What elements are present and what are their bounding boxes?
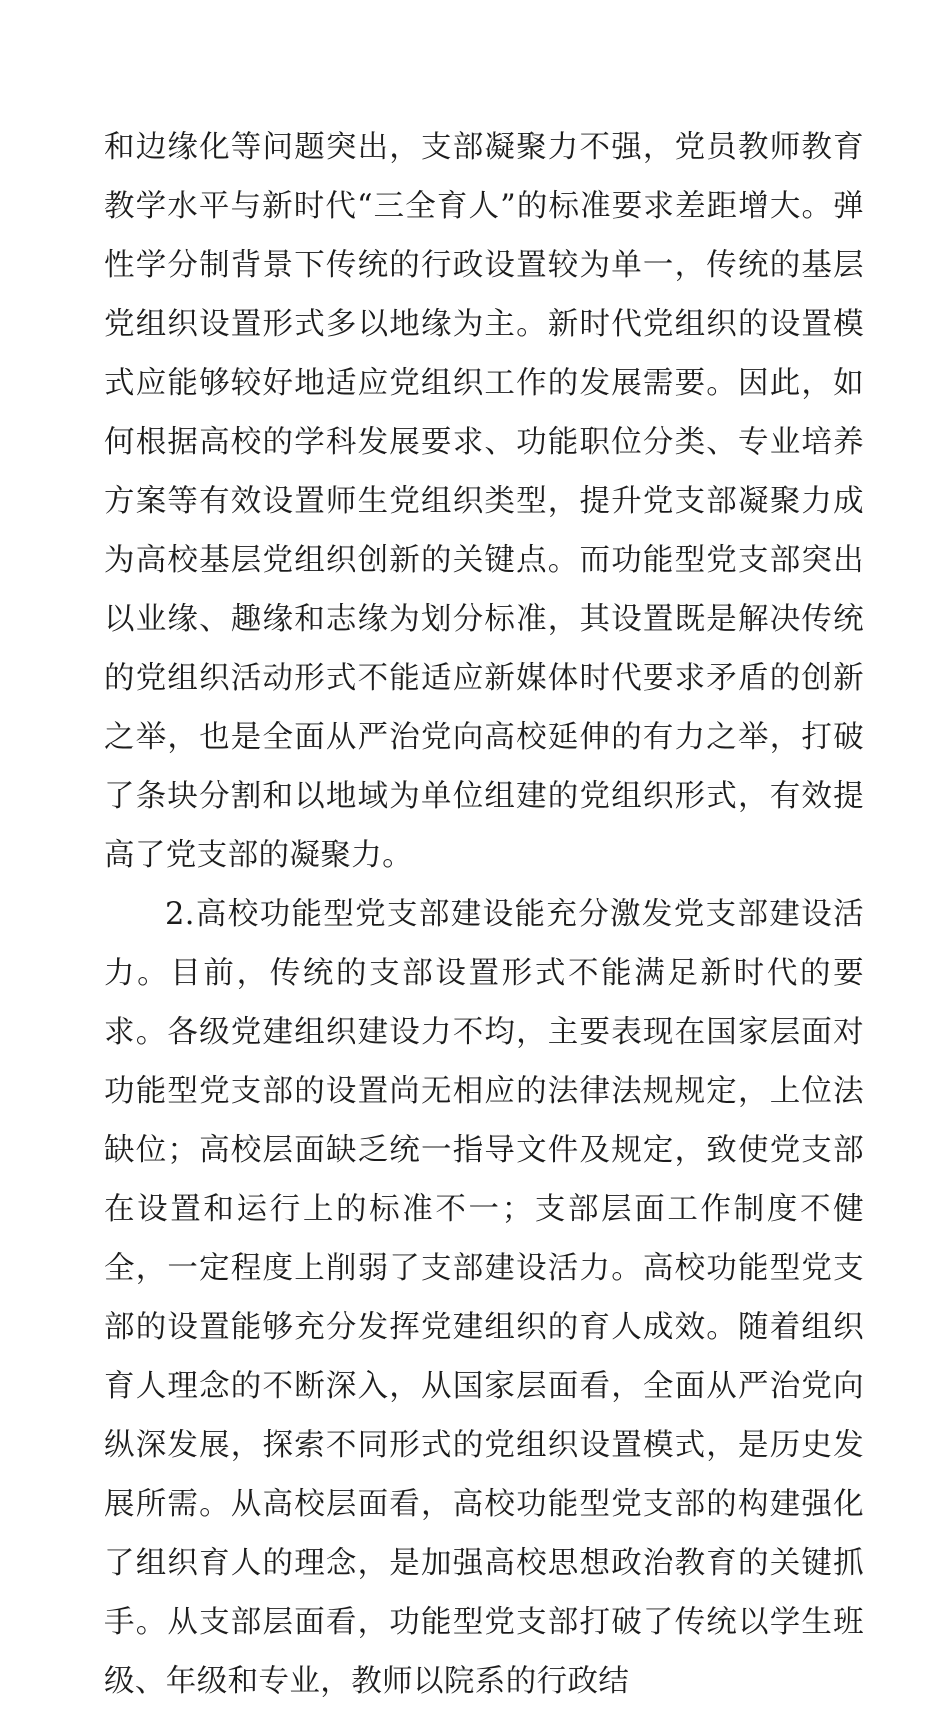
document-body [104,118,864,1711]
paragraph-item-2: 2.高校功能型党支部建设能充分激发党支部建设活力。目前，传统的支部设置形式不能满足新时代的要求。各级党建组织建设力不均，主要表现在国家层面对功能型党支部的设置尚无相应的法律法规规定，上位法缺位；高校层面缺乏统一指导文件及规定，致使党支部在设置和运行上的标准不一；支部层面工作制度不健全，一定程度上削弱了支部建设活力。高校功能型党支部的设置能够充分发挥党建组织的育人成效。随着组织育人理念的不断深入，从国家层面看，全面从严治党向纵深发展，探索不同形式的党组织设置模式，是历史发展所需。从高校层面看，高校功能型党支部的构建强化了组织育人的理念，是加强高校思想政治教育的关键抓手。从支部层面看，功能型党支部打破了传统以学生班级、年级和专业，教师以院系的行政结 [104,897,864,1699]
paragraph-continued: 和边缘化等问题突出，支部凝聚力不强，党员教师教育教学水平与新时代“三全育人”的标准要求差距增大。弹性学分制背景下传统的行政设置较为单一，传统的基层党组织设置形式多以地缘为主。新时代党组织的设置模式应能够较好地适应党组织工作的发展需要。因此，如何根据高校的学科发展要求、功能职位分类、专业培养方案等有效设置师生党组织类型，提升党支部凝聚力成为高校基层党组织创新的关键点。而功能型党支部突出以业缘、趣缘和志缘为划分标准，其设置既是解决传统的党组织活动形式不能适应新媒体时代要求矛盾的创新之举，也是全面从严治党向高校延伸的有力之举，打破了条块分割和以地域为单位组建的党组织形式，有效提高了党支部的凝聚力。 [104,130,864,873]
